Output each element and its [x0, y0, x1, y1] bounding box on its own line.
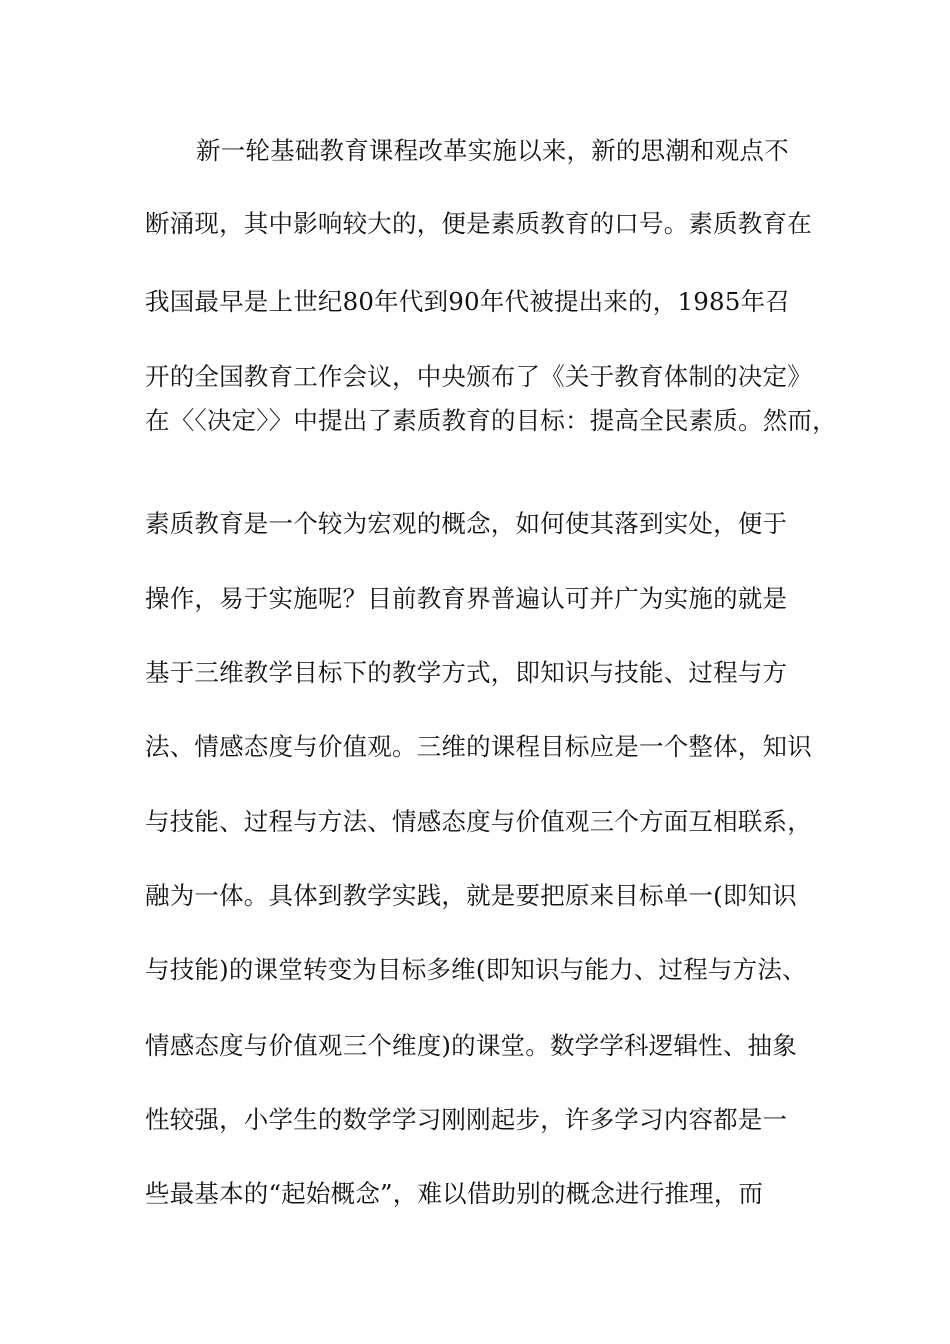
- paragraph-line: 我国最早是上世纪80年代到90年代被提出来的，1985年召: [145, 287, 790, 316]
- paragraph-line: 断涌现，其中影响较大的，便是素质教育的口号。素质教育在: [145, 209, 812, 238]
- paragraph-line: 融为一体。具体到教学实践，就是要把原来目标单一(即知识: [145, 881, 797, 910]
- paragraph-line: 与技能)的课堂转变为目标多维(即知识与能力、过程与方法、: [145, 955, 807, 984]
- paragraph-line: 开的全国教育工作会议，中央颁布了《关于教育体制的决定》: [145, 362, 812, 391]
- paragraph-line: 性较强，小学生的数学学习刚刚起步，许多学习内容都是一: [145, 1105, 788, 1134]
- paragraph-line: 操作，易于实施呢？目前教育界普遍认可并广为实施的就是: [145, 584, 788, 613]
- paragraph-line: 与技能、过程与方法、情感态度与价值观三个方面互相联系，: [145, 807, 812, 836]
- paragraph-line: 基于三维教学目标下的教学方式，即知识与技能、过程与方: [145, 658, 788, 687]
- paragraph-line: 法、情感态度与价值观。三维的课程目标应是一个整体，知识: [145, 732, 812, 761]
- paragraph-line: 新一轮基础教育课程改革实施以来，新的思潮和观点不: [196, 136, 789, 165]
- paragraph-line: 素质教育是一个较为宏观的概念，如何使其落到实处，便于: [145, 509, 788, 538]
- paragraph-line: 在〈〈决定〉〉中提出了素质教育的目标：提高全民素质。然而，: [145, 406, 837, 435]
- paragraph-line: 些最基本的“起始概念”，难以借助别的概念进行推理，而: [145, 1179, 764, 1208]
- paragraph-line: 情感态度与价值观三个维度)的课堂。数学学科逻辑性、抽象: [145, 1031, 797, 1060]
